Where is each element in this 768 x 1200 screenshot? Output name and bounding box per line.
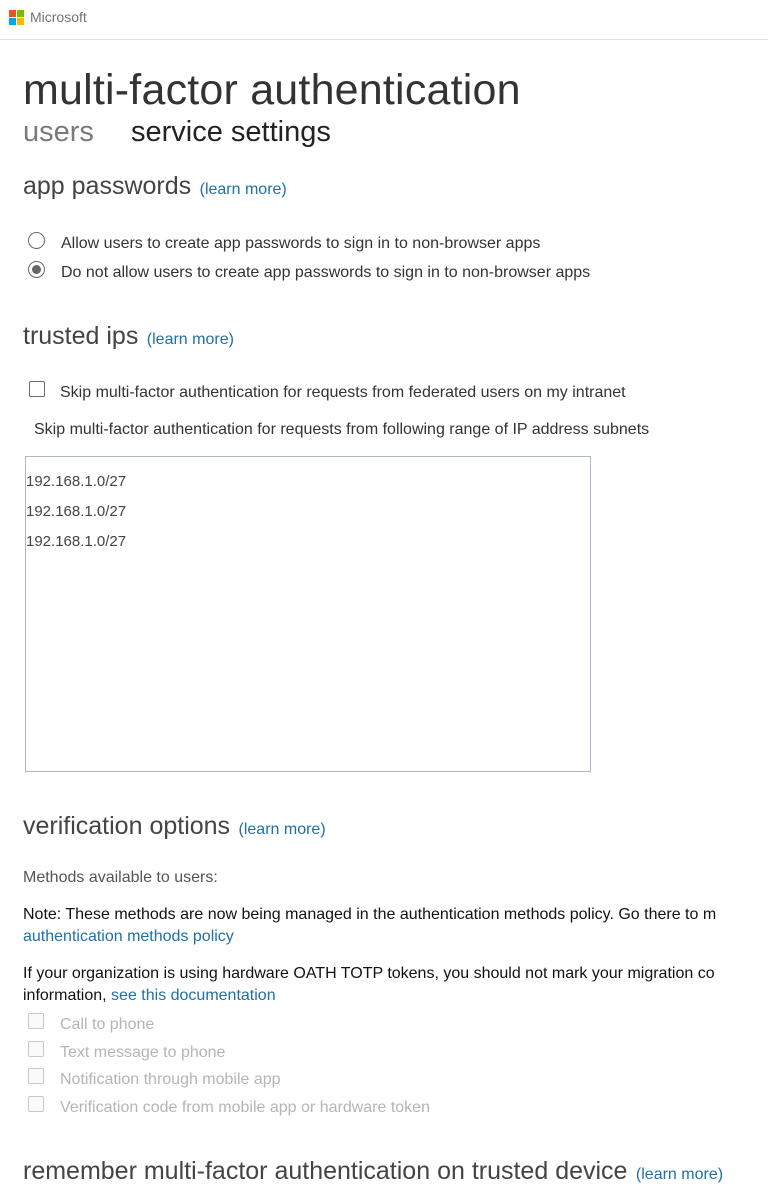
- microsoft-logo-icon: [9, 10, 25, 26]
- top-bar: [0, 0, 768, 40]
- subnet-line: 192.168.1.0/27: [26, 473, 127, 490]
- verification-section-heading: [23, 812, 326, 841]
- trusted-ips-heading: trusted ips: [23, 322, 139, 350]
- page-title: multi-factor authentication: [23, 66, 521, 114]
- remember-mfa-section-heading: [23, 1157, 723, 1186]
- verification-code-checkbox[interactable]: [28, 1096, 44, 1112]
- app-passwords-section-heading: [23, 172, 287, 201]
- authentication-methods-policy-link[interactable]: authentication methods policy: [23, 928, 234, 945]
- text-message-checkbox[interactable]: [28, 1041, 44, 1057]
- see-documentation-link[interactable]: see this documentation: [111, 987, 276, 1004]
- remember-mfa-heading: remember multi-factor authentication on trusted device: [23, 1157, 628, 1185]
- oath-tokens-note: If your organization is using hardware OATH TOTP tokens, you should not mark your migration co: [23, 965, 715, 982]
- skip-federated-checkbox[interactable]: [29, 381, 45, 397]
- disallow-app-passwords-label: Do not allow users to create app passwords to sign in to non-browser apps: [61, 264, 591, 281]
- skip-federated-label: Skip multi-factor authentication for requests from federated users on my intranet: [60, 384, 626, 401]
- methods-policy-note: Note: These methods are now being managed in the authentication methods policy. Go there to m: [23, 906, 717, 923]
- trusted-ips-learn-more-link[interactable]: (learn more): [146, 331, 234, 348]
- remember-mfa-learn-more-link[interactable]: (learn more): [635, 1166, 724, 1183]
- app-passwords-learn-more-link[interactable]: (learn more): [199, 181, 287, 198]
- call-to-phone-checkbox[interactable]: [28, 1013, 44, 1029]
- call-to-phone-label: Call to phone: [60, 1016, 155, 1033]
- ip-subnets-textarea[interactable]: [25, 456, 591, 772]
- mobile-app-notification-label: Notification through mobile app: [60, 1071, 281, 1088]
- subnet-line: 192.168.1.0/27: [26, 503, 127, 520]
- verification-heading: verification options: [23, 812, 231, 840]
- verification-code-label: Verification code from mobile app or hardware token: [60, 1099, 430, 1116]
- allow-app-passwords-radio[interactable]: [28, 232, 45, 249]
- tab-users[interactable]: users: [23, 116, 94, 148]
- oath-information-text: information,: [23, 987, 107, 1004]
- subnet-line: 192.168.1.0/27: [26, 533, 127, 550]
- app-passwords-heading: app passwords: [23, 172, 192, 200]
- allow-app-passwords-label: Allow users to create app passwords to sign in to non-browser apps: [61, 235, 541, 252]
- disallow-app-passwords-radio[interactable]: [28, 261, 45, 278]
- methods-available-label: Methods available to users:: [23, 869, 218, 886]
- tab-service-settings[interactable]: service settings: [131, 116, 331, 148]
- trusted-ips-section-heading: [23, 322, 234, 351]
- verification-learn-more-link[interactable]: (learn more): [238, 821, 326, 838]
- brand-name: Microsoft: [30, 9, 87, 25]
- mobile-app-notification-checkbox[interactable]: [28, 1068, 44, 1084]
- text-message-label: Text message to phone: [60, 1044, 226, 1061]
- subnets-label: Skip multi-factor authentication for requests from following range of IP address subnets: [34, 421, 650, 438]
- oath-tokens-note-line2: [23, 987, 276, 1005]
